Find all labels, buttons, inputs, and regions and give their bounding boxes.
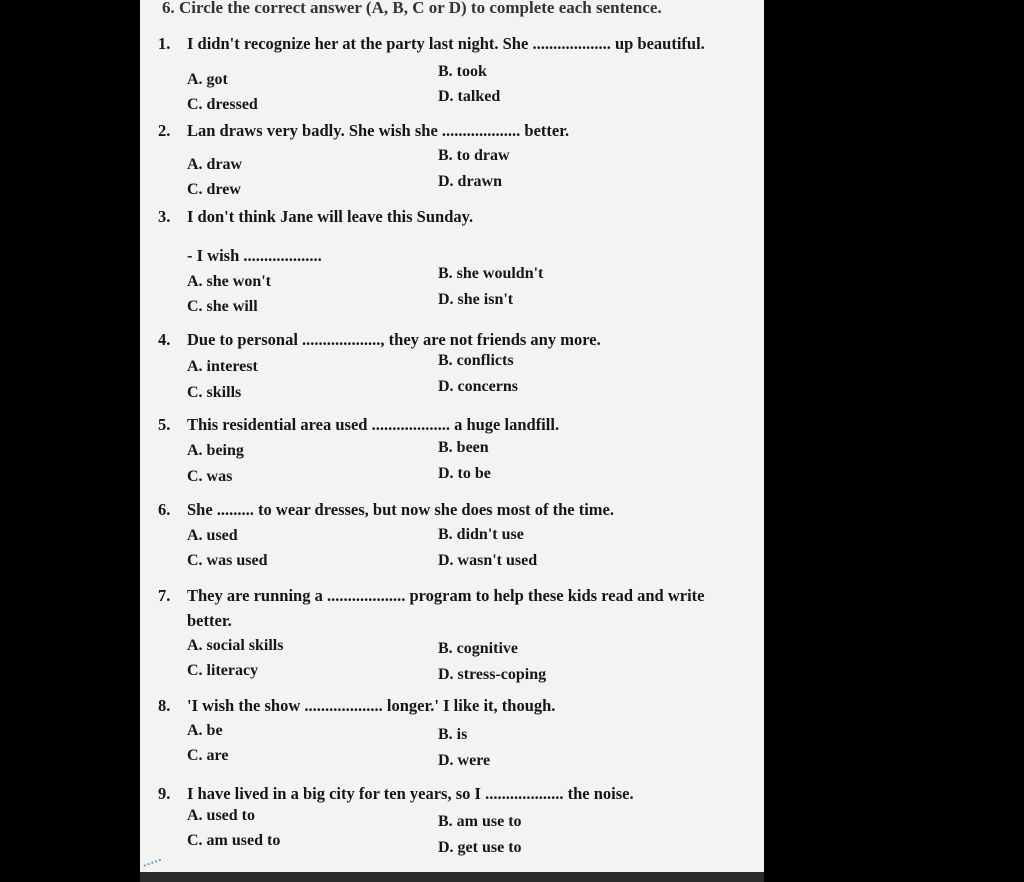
question-number: 7. xyxy=(158,586,171,605)
option-c[interactable]: C. was xyxy=(187,468,233,485)
pen-mark xyxy=(141,851,161,867)
option-a[interactable]: A. draw xyxy=(187,156,243,173)
option-b[interactable]: B. didn't use xyxy=(438,526,524,543)
option-b[interactable]: B. conflicts xyxy=(438,352,514,369)
answer-blank: ................... xyxy=(304,696,383,715)
question-stem: I don't think Jane will leave this Sunday. xyxy=(187,207,474,226)
question-number: 8. xyxy=(158,696,171,715)
option-b[interactable]: B. to draw xyxy=(438,147,510,164)
question-stem: They are running a ................... program to help these kids read and write xyxy=(187,586,705,605)
option-d[interactable]: D. wasn't used xyxy=(438,552,538,569)
option-b[interactable]: B. is xyxy=(438,726,468,743)
question-stem: This residential area used ................... a huge landfill. xyxy=(187,415,560,434)
option-b[interactable]: B. took xyxy=(438,63,487,80)
option-c[interactable]: C. literacy xyxy=(187,662,259,679)
option-c[interactable]: C. she will xyxy=(187,298,258,315)
option-d[interactable]: D. to be xyxy=(438,465,491,482)
answer-blank: ................... xyxy=(532,34,611,53)
option-c[interactable]: C. dressed xyxy=(187,96,258,113)
question-number: 4. xyxy=(158,330,171,349)
worksheet-page xyxy=(140,0,764,872)
option-c[interactable]: C. was used xyxy=(187,552,268,569)
answer-blank: ................... xyxy=(441,121,521,140)
option-c[interactable]: C. am used to xyxy=(187,832,281,849)
question-stem: She ......... to wear dresses, but now she does most of the time. xyxy=(187,500,615,519)
option-c[interactable]: C. drew xyxy=(187,181,241,198)
answer-blank: ................... xyxy=(243,246,322,265)
question-number: 9. xyxy=(158,784,171,803)
option-d[interactable]: D. were xyxy=(438,752,491,769)
question-number: 5. xyxy=(158,415,171,434)
option-a[interactable]: A. be xyxy=(187,722,223,739)
question-number: 6. xyxy=(158,500,171,519)
question-stem: 'I wish the show ................... longer.' I like it, though. xyxy=(187,696,556,715)
option-d[interactable]: D. stress-coping xyxy=(438,666,547,683)
option-b[interactable]: B. am use to xyxy=(438,813,522,830)
answer-blank: ................... xyxy=(371,415,450,434)
question-number: 3. xyxy=(158,207,171,226)
option-d[interactable]: D. talked xyxy=(438,88,501,105)
option-a[interactable]: A. social skills xyxy=(187,637,284,654)
answer-blank: ..................., xyxy=(302,330,385,349)
option-b[interactable]: B. been xyxy=(438,439,489,456)
answer-blank: ................... xyxy=(485,784,564,803)
question-stem-line2: - I wish ................... xyxy=(187,246,322,265)
question-stem: I didn't recognize her at the party last night. She ................... up beautiful. xyxy=(187,34,705,53)
option-a[interactable]: A. got xyxy=(187,71,228,88)
option-c[interactable]: C. are xyxy=(187,747,229,764)
question-stem: Due to personal ..................., they are not friends any more. xyxy=(187,330,601,349)
option-d[interactable]: D. concerns xyxy=(438,378,518,395)
bottom-scroll-bar xyxy=(140,872,764,882)
option-b[interactable]: B. cognitive xyxy=(438,640,518,657)
option-a[interactable]: A. used xyxy=(187,527,238,544)
option-d[interactable]: D. she isn't xyxy=(438,291,514,308)
question-stem: Lan draws very badly. She wish she ................... better. xyxy=(187,121,570,140)
exercise-header: 6. Circle the correct answer (A, B, C or D) to complete each sentence. xyxy=(162,0,662,17)
option-d[interactable]: D. drawn xyxy=(438,173,503,190)
question-stem-line2: better. xyxy=(187,611,232,630)
question-number: 1. xyxy=(158,34,171,53)
question-number: 2. xyxy=(158,121,171,140)
option-a[interactable]: A. interest xyxy=(187,358,258,375)
option-a[interactable]: A. being xyxy=(187,442,244,459)
option-a[interactable]: A. she won't xyxy=(187,273,272,290)
answer-blank: ................... xyxy=(326,586,406,605)
question-stem: I have lived in a big city for ten years, so I ................... the noise. xyxy=(187,784,634,803)
option-b[interactable]: B. she wouldn't xyxy=(438,265,544,282)
option-d[interactable]: D. get use to xyxy=(438,839,522,856)
option-a[interactable]: A. used to xyxy=(187,807,256,824)
option-c[interactable]: C. skills xyxy=(187,384,242,401)
